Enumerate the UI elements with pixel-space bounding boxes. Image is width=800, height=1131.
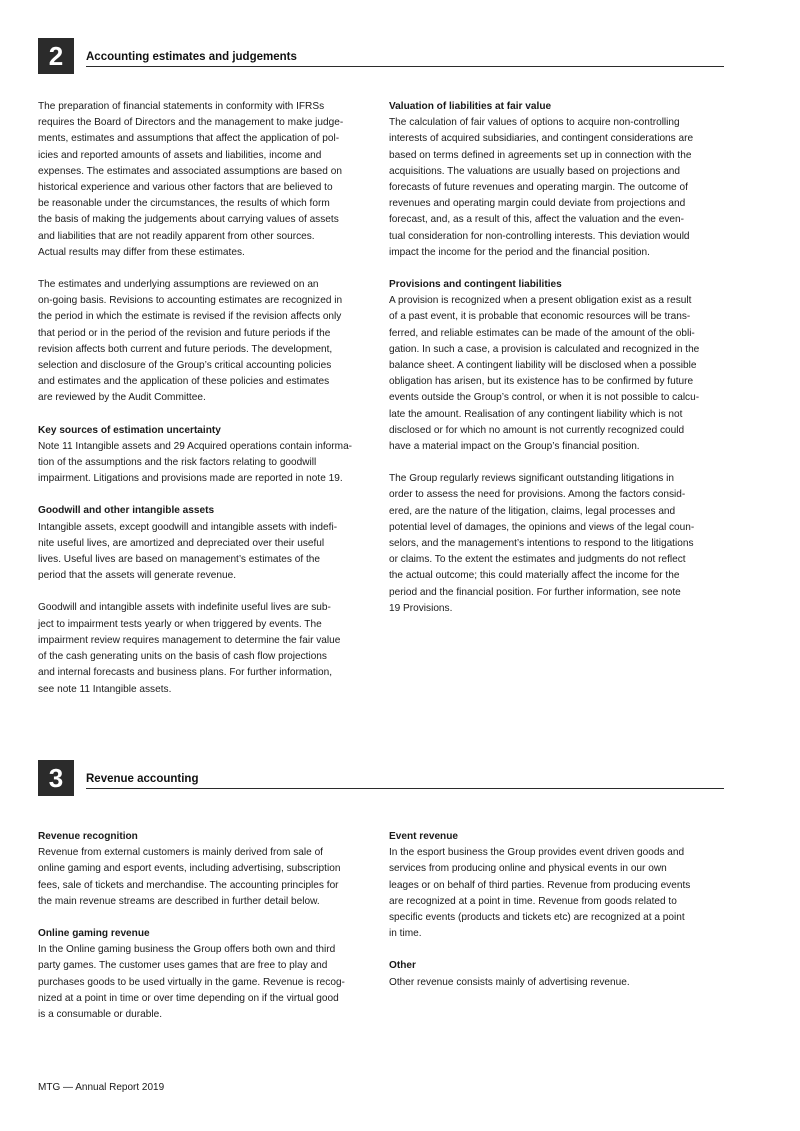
- paragraph: The estimates and underlying assumptions are reviewed on an on-going basis. Revisions to accounting estimates are recognized in the period in which the estimate is revised if the revision affects only that period or in the period of the revision and future periods if the revision affects both current and future periods. The development, selection and disclosure of the Group’s critical accounting policies and estimates and the application of these policies and estimates are reviewed by the Audit Committee.: [38, 279, 343, 404]
- paragraph: A provision is recognized when a present obligation exist as a result of a past event, it is probable that economic resources will be trans- ferred, and reliable estimates can be made of the amount of the obli- gation. In such a case, a provision is calculated and recognized in the balance sheet. A contingent liability will be disclosed when a possible obligation has arisen, but its existence has to be confirmed by future events outside the Group’s control, or when it is not possible to calcu- late the amount. Realisation of any contingent liability which is not disclosed or for which no amount is not currently recognized could have a material impact on the Group’s financial position.: [389, 295, 700, 453]
- subheading: Other: [389, 960, 416, 972]
- paragraph: Other revenue consists mainly of advertising revenue.: [389, 976, 630, 988]
- subheading: Provisions and contingent liabilities: [389, 279, 562, 291]
- section2-right-column: [389, 99, 729, 617]
- paragraph: The Group regularly reviews significant outstanding litigations in order to assess the need for provisions. Among the factors consid- ered, are the nature of the litigation, claims, legal processes and potential level of damages, the opinions and views of the legal coun- selors, and the management’s intentions to respond to the litigations or claims. To the extent the estimates and judgments do not reflect the actual outcome; this could materially affect the income for the period and the financial position. For further information, see note 19 Provisions.: [389, 473, 695, 614]
- section-header-3: [38, 760, 724, 796]
- subheading: Valuation of liabilities at fair value: [389, 101, 552, 112]
- page-footer: MTG — Annual Report 2019: [38, 1082, 165, 1093]
- subheading: Online gaming revenue: [38, 928, 150, 940]
- section2-left-column: [38, 99, 378, 698]
- divider: [86, 66, 724, 67]
- divider: [86, 788, 724, 789]
- paragraph: In the esport business the Group provides event driven goods and services from producing online and physical events in our own leages or on behalf of third parties. Revenue from producing events are recognized at a point in time. Revenue from goods related to specific events (products and tickets etc) are recognized at a point in time.: [389, 847, 691, 940]
- subheading: Revenue recognition: [38, 831, 138, 842]
- section-number: 2: [38, 38, 74, 74]
- section-title: Revenue accounting: [86, 773, 199, 785]
- subheading: Event revenue: [389, 831, 459, 842]
- paragraph: Note 11 Intangible assets and 29 Acquired operations contain informa- tion of the assumptions and the risk factors relating to goodwill impairment. Litigations and provisions made are reported in note 19.: [38, 440, 353, 485]
- section-number: 3: [38, 760, 74, 796]
- section-header-2: [38, 38, 724, 74]
- section3-right-column: [389, 829, 729, 991]
- paragraph: The calculation of fair values of options to acquire non-controlling interests of acquired subsidiaries, and contingent considerations are based on terms defined in agreements set up in connection with the acquisitions. The valuations are usually based on projections and forecasts of future revenues and operating margin. The outcome of revenues and operating margin could deviate from projections and forecast, and, as a result of this, affect the valuation and the even- tual consideration for non-controlling interests. This deviation would impact the income for the period and the financial position.: [389, 117, 694, 258]
- paragraph: In the Online gaming business the Group offers both own and third party games. The customer uses games that are free to play and purchases goods to be used virtually in the game. Revenue is recog- nized at a point in time or over time depending on if the virtual good is a consumable or durable.: [38, 944, 345, 1021]
- paragraph: Intangible assets, except goodwill and intangible assets with indefi- nite useful lives, are amortized and depreciated over their useful lives. Useful lives are based on management’s estimates of the period that the assets will generate revenue.: [38, 521, 338, 582]
- subheading: Goodwill and other intangible assets: [38, 505, 215, 517]
- paragraph: Revenue from external customers is mainly derived from sale of online gaming and esport events, including advertising, subscription fees, sale of tickets and merchandise. The accounting principles for the main revenue streams are described in further detail below.: [38, 847, 341, 907]
- paragraph: Goodwill and intangible assets with indefinite useful lives are sub- ject to impairment tests yearly or when triggered by events. The impairment review requires management to determine the fair value of the cash generating units on the basis of cash flow projections and internal forecasts and business plans. For further information, see note 11 Intangible assets.: [38, 602, 341, 695]
- subheading: Key sources of estimation uncertainty: [38, 424, 221, 436]
- section3-left-column: [38, 829, 378, 1023]
- paragraph: The preparation of financial statements in conformity with IFRSs requires the Board of Directors and the management to make judge- ments, estimates and assumptions that affect the application of pol- icies and reported amounts of assets and liabilities, income and expenses. The estimates and associated assumptions are based on historical experience and various other factors that are believed to be reasonable under the circumstances, the results of which form the basis of making the judgements about carrying values of assets and liabilities that are not readily apparent from other sources. Actual results may differ from these estimates.: [38, 101, 344, 258]
- section-title: Accounting estimates and judgements: [86, 51, 297, 63]
